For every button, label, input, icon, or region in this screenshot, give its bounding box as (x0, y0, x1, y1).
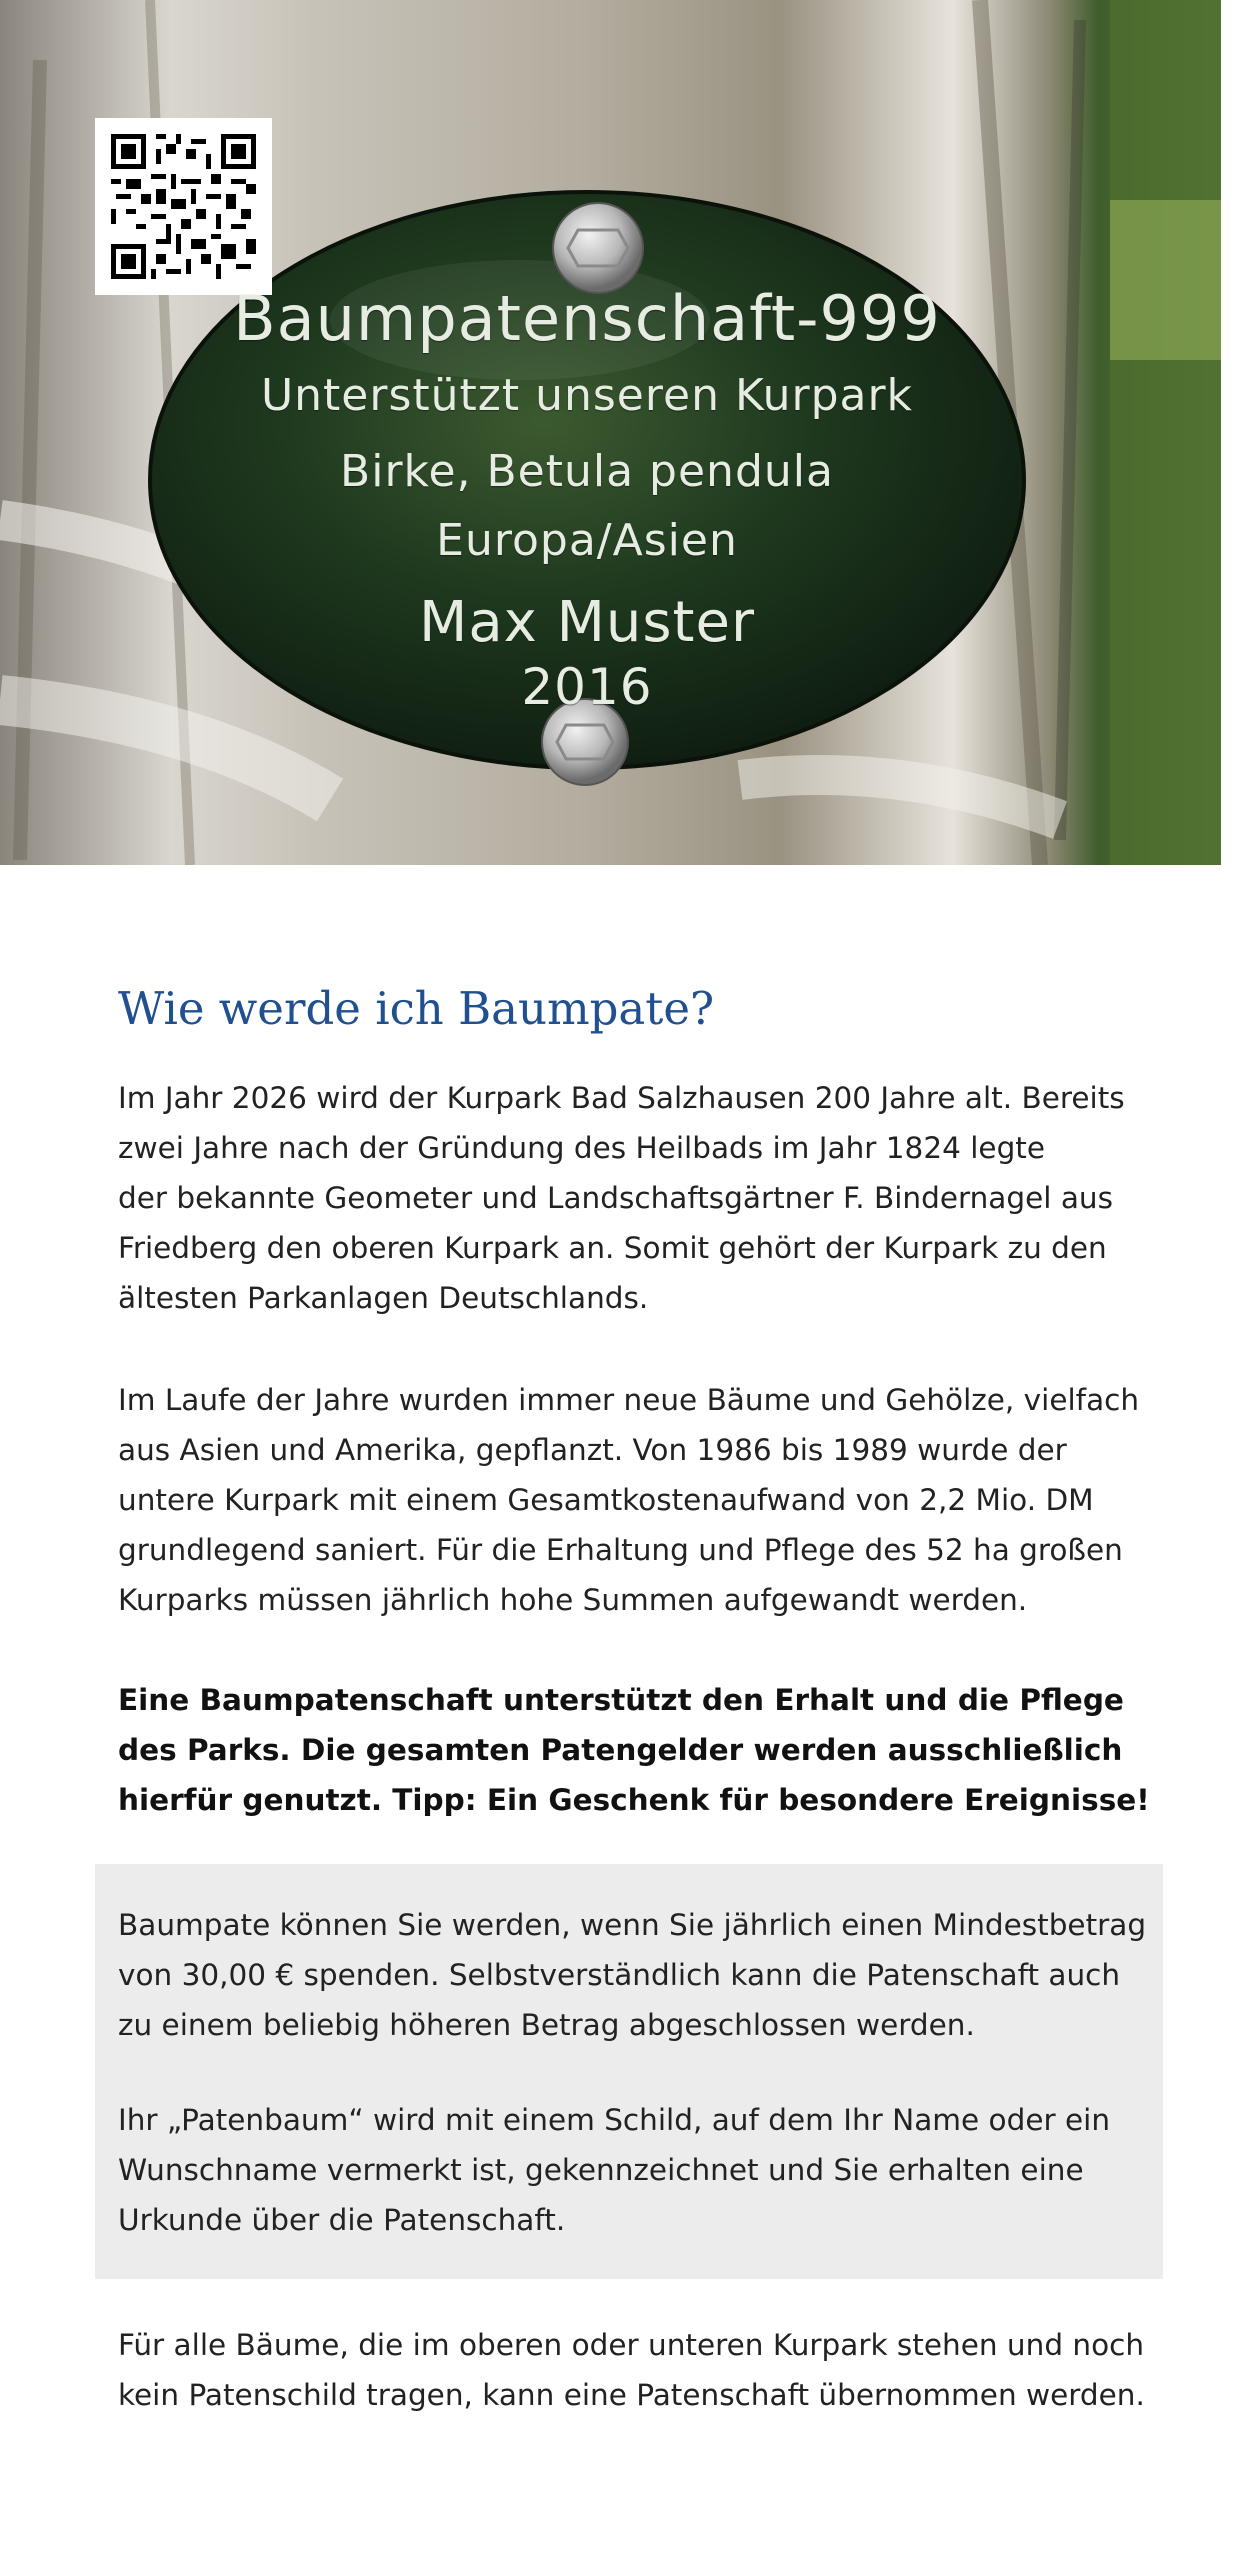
text-line: Im Jahr 2026 wird der Kurpark Bad Salzhausen 200 Jahre alt. Bereits (118, 1081, 1125, 1115)
text-line: kein Patenschild tragen, kann eine Patenschaft übernommen werden. (118, 2378, 1145, 2412)
paragraph-plaque-info (118, 2095, 1110, 2245)
text-line: der bekannte Geometer und Landschaftsgärtner F. Bindernagel aus (118, 1181, 1113, 1215)
hero-photo (0, 0, 1221, 865)
text-line: Friedberg den oberen Kurpark an. Somit gehört der Kurpark zu den (118, 1231, 1107, 1265)
text-line: des Parks. Die gesamten Patengelder werden ausschließlich (118, 1733, 1123, 1767)
text-line: Ihr „Patenbaum“ wird mit einem Schild, auf dem Ihr Name oder ein (118, 2103, 1111, 2137)
text-line: Baumpate können Sie werden, wenn Sie jährlich einen Mindestbetrag (118, 1908, 1147, 1942)
text-line: hierfür genutzt. Tipp: Ein Geschenk für besondere Ereignisse! (118, 1783, 1150, 1817)
plaque-subtitle: Unterstützt unseren Kurpark (260, 370, 914, 421)
text-line: Wunschname vermerkt ist, gekennzeichnet und Sie erhalten eine (118, 2153, 1084, 2187)
text-line: von 30,00 € spenden. Selbstverständlich kann die Patenschaft auch (118, 1958, 1121, 1992)
qr-code-icon (111, 134, 256, 279)
text-line: Eine Baumpatenschaft unterstützt den Erhalt und die Pflege (118, 1683, 1124, 1717)
plaque-owner-name: Max Muster (419, 590, 755, 655)
plaque-title: Baumpatenschaft-999 (233, 282, 941, 355)
text-line: Im Laufe der Jahre wurden immer neue Bäume und Gehölze, vielfach (118, 1383, 1140, 1417)
text-line: Urkunde über die Patenschaft. (118, 2203, 566, 2237)
text-line: Kurparks müssen jährlich hohe Summen aufgewandt werden. (118, 1583, 1028, 1617)
text-line: zwei Jahre nach der Gründung des Heilbads im Jahr 1824 legte (118, 1131, 1046, 1165)
paragraph-history (118, 1073, 1125, 1323)
paragraph-eligible-trees (118, 2320, 1145, 2420)
text-line: aus Asien und Amerika, gepflanzt. Von 1986 bis 1989 wurde der (118, 1433, 1067, 1467)
plaque-species: Birke, Betula pendula (340, 446, 834, 497)
plaque-year: 2016 (521, 658, 653, 716)
paragraph-highlight (118, 1675, 1150, 1825)
plaque-origin: Europa/Asien (436, 515, 738, 566)
text-line: Für alle Bäume, die im oberen oder unteren Kurpark stehen und noch (118, 2328, 1145, 2362)
text-line: ältesten Parkanlagen Deutschlands. (118, 1281, 649, 1315)
paragraph-minimum-amount (118, 1900, 1146, 2050)
text-line: untere Kurpark mit einem Gesamtkostenaufwand von 2,2 Mio. DM (118, 1483, 1094, 1517)
text-line: zu einem beliebig höheren Betrag abgeschlossen werden. (118, 2008, 975, 2042)
text-line: grundlegend saniert. Für die Erhaltung und Pflege des 52 ha großen (118, 1533, 1123, 1567)
qr-code[interactable] (95, 118, 272, 295)
page-heading: Wie werde ich Baumpate? (118, 982, 715, 1035)
paragraph-development (118, 1375, 1139, 1625)
